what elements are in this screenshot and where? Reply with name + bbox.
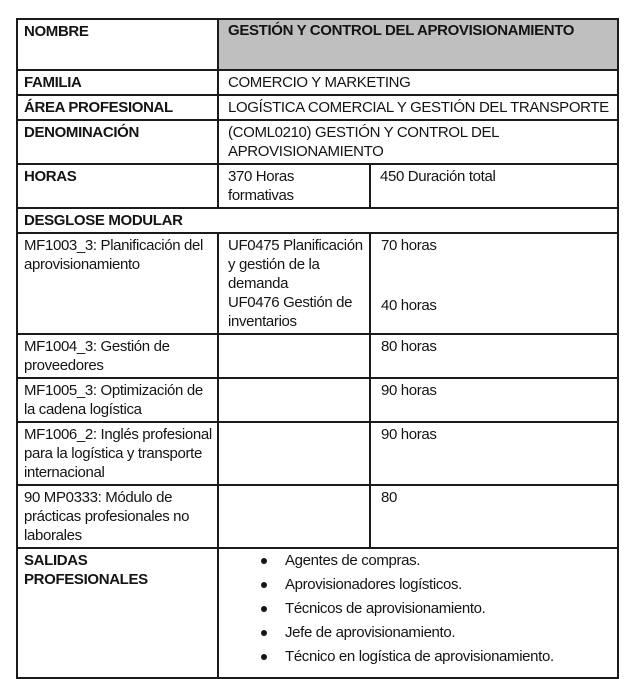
salidas-item: [285, 575, 613, 594]
salidas-item-text: Jefe de aprovisionamiento.: [285, 624, 456, 641]
module-mf1005-name: MF1005_3: Optimización de la cadena logística: [17, 378, 218, 422]
unit-uf0475-hours: 70 horas: [381, 237, 437, 254]
denominacion-label: DENOMINACIÓN: [17, 120, 218, 164]
row-horas: [17, 164, 618, 208]
horas-formativas-text: 370 Horas formativas: [228, 168, 295, 204]
horas-duracion-total-value: 450 Duración total: [370, 164, 618, 208]
area-profesional-label: ÁREA PROFESIONAL: [17, 95, 218, 120]
row-module-mf1006: [17, 422, 618, 485]
module-mp0333-units-empty: [218, 485, 370, 548]
nombre-value: GESTIÓN Y CONTROL DEL APROVISIONAMIENTO: [218, 19, 618, 70]
bullet-icon: [261, 630, 267, 636]
salidas-item-text: Técnico en logística de aprovisionamiento.: [285, 648, 554, 665]
denominacion-value: [218, 120, 618, 164]
row-module-mf1003: [17, 233, 618, 334]
certificate-table: [16, 18, 619, 679]
salidas-item: [285, 599, 613, 618]
module-mf1006-units-empty: [218, 422, 370, 485]
bullet-icon: [261, 558, 267, 564]
salidas-item: [285, 647, 613, 666]
salidas-value: [218, 548, 618, 678]
bullet-icon: [261, 606, 267, 612]
module-mf1003-name: MF1003_3: Planificación del aprovisionamiento: [17, 233, 218, 334]
module-mp0333-hours: 80: [370, 485, 618, 548]
row-module-mf1005: [17, 378, 618, 422]
desglose-modular-title: DESGLOSE MODULAR: [17, 208, 618, 233]
module-mf1004-hours: 80 horas: [370, 334, 618, 378]
horas-label: HORAS: [17, 164, 218, 208]
bullet-icon: [261, 654, 267, 660]
module-mf1004-name: MF1004_3: Gestión de proveedores: [17, 334, 218, 378]
salidas-item: [285, 551, 613, 570]
familia-label: FAMILIA: [17, 70, 218, 95]
nombre-label: NOMBRE: [17, 19, 218, 70]
row-salidas-profesionales: [17, 548, 618, 678]
row-desglose-modular: [17, 208, 618, 233]
certificate-table-document: [16, 18, 617, 679]
module-mf1003-units: [218, 233, 370, 334]
module-mf1004-units-empty: [218, 334, 370, 378]
salidas-item-text: Técnicos de aprovisionamiento.: [285, 600, 486, 617]
row-familia: [17, 70, 618, 95]
row-module-mf1004: [17, 334, 618, 378]
area-profesional-value: LOGÍSTICA COMERCIAL Y GESTIÓN DEL TRANSPORTE: [218, 95, 618, 120]
salidas-label: SALIDAS PROFESIONALES: [17, 548, 218, 678]
unit-uf0476-hours: 40 horas: [381, 297, 437, 314]
familia-value: COMERCIO Y MARKETING: [218, 70, 618, 95]
module-mf1005-hours: 90 horas: [370, 378, 618, 422]
bullet-icon: [261, 582, 267, 588]
module-mp0333-name: 90 MP0333: Módulo de prácticas profesionales no laborales: [17, 485, 218, 548]
module-mf1006-hours: 90 horas: [370, 422, 618, 485]
module-mf1005-units-empty: [218, 378, 370, 422]
denominacion-value-text: (COML0210) GESTIÓN Y CONTROL DEL APROVISIONAMIENTO: [228, 124, 499, 160]
unit-uf0475-name: UF0475 Planificación y gestión de la demanda: [228, 237, 363, 292]
row-area-profesional: [17, 95, 618, 120]
horas-formativas-value: [218, 164, 370, 208]
row-denominacion: [17, 120, 618, 164]
salidas-item: [285, 623, 613, 642]
salidas-item-text: Agentes de compras.: [285, 552, 421, 569]
module-mf1003-hours: [370, 233, 618, 334]
row-nombre: [17, 19, 618, 70]
module-mf1006-name: MF1006_2: Inglés profesional para la logística y transporte internacional: [17, 422, 218, 485]
unit-uf0476-name: UF0476 Gestión de inventarios: [228, 294, 353, 330]
row-module-mp0333: [17, 485, 618, 548]
salidas-list: [225, 551, 613, 666]
salidas-item-text: Aprovisionadores logísticos.: [285, 576, 462, 593]
